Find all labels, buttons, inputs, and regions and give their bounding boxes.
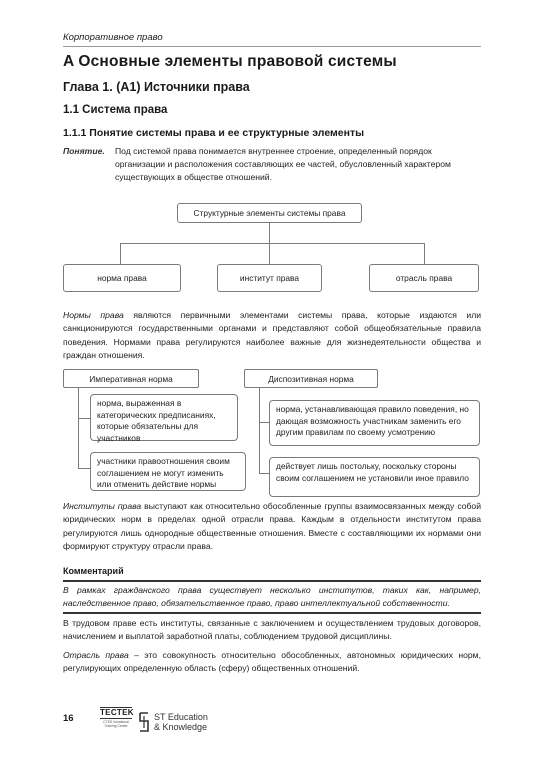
paragraph-branch-text: – это совокупность относительно обособленных, автономных юридических норм, регулирующих определенную область (сферу) общественных отношений. — [63, 650, 481, 674]
diagram-child-label: институт права — [239, 273, 300, 283]
diagram-child-label: норма права — [97, 273, 147, 283]
diagram-connector — [78, 468, 90, 469]
diagram-child-box — [63, 264, 181, 292]
paragraph-branch — [63, 649, 481, 676]
term-branch: Отрасль права — [63, 650, 129, 660]
dispositive-item-text: норма, устанавливающая правило поведения, но дающая возможность участникам заменить его другим правилам по своему усмотрению — [276, 404, 469, 438]
header-divider — [63, 46, 481, 47]
comment-italic-text: В рамках гражданского права существует несколько институтов, таких как, например, наследственное право, обязательственное право, право интеллектуальной собственности. — [63, 585, 481, 609]
paragraph-institutes-text: выступают как относительно обособленные группы взаимосвязанных между собой юридических норм в пределах одной отрасли права. Каждым в отдельности институтом права регулируются лишь однородные общественные отношения. Вместе с составляющими их нормами они формируют структуру отрасли права. — [63, 501, 481, 552]
tectek-logo-subtitle: CTEK Vocational Training Center — [103, 720, 129, 728]
diagram-connector — [269, 243, 270, 264]
diagram-connector — [259, 388, 260, 473]
tectek-logo — [100, 707, 132, 735]
comment-heading: Комментарий — [63, 566, 124, 576]
imperative-norm-title: Императивная норма — [89, 373, 173, 384]
imperative-norm-header — [63, 369, 199, 388]
diagram-connector — [259, 473, 269, 474]
diagram-child-box — [369, 264, 479, 292]
dispositive-item-box — [269, 400, 480, 446]
diagram-root-label: Структурные элементы системы права — [193, 208, 346, 218]
imperative-item-text: участники правоотношения своим соглашением не могут изменить или отменить действие нормы — [97, 456, 230, 490]
dispositive-norm-header — [244, 369, 378, 388]
diagram-connector — [269, 223, 270, 243]
diagram-child-label: отрасль права — [395, 273, 453, 283]
subsection-heading: 1.1.1 Понятие системы права и ее структурные элементы — [63, 127, 365, 139]
definition-term: Понятие. — [63, 146, 105, 156]
diagram-connector — [78, 388, 79, 468]
st-logo-line1: ST Education — [154, 711, 208, 722]
st-education-logo — [137, 708, 227, 736]
section-heading: 1.1 Система права — [63, 104, 168, 116]
imperative-item-box — [90, 452, 246, 491]
diagram-connector — [424, 243, 425, 264]
term-norms: Нормы права — [63, 310, 124, 320]
imperative-item-box — [90, 394, 238, 441]
diagram-connector — [120, 243, 425, 244]
paragraph-norms — [63, 309, 481, 363]
diagram-root-box — [177, 203, 362, 223]
paragraph-labour: В трудовом праве есть институты, связанные с заключением и осуществлением трудовых договоров, начислением и выплатой заработной платы, соблюдением трудовой дисциплины. — [63, 618, 481, 642]
chapter-heading: Глава 1. (А1) Источники права — [63, 80, 250, 94]
diagram-child-box — [217, 264, 322, 292]
comment-text — [63, 584, 481, 611]
comment-divider — [63, 612, 481, 614]
running-header: Корпоративное право — [63, 32, 163, 43]
st-logo-line2: & Knowledge — [154, 722, 208, 732]
definition-text: Под системой права понимается внутреннее строение, определенный порядок организации и расположения составляющих ее частей, обусловленный характером существующих в обществе отношений. — [115, 146, 451, 183]
tectek-logo-mark: TECTEK — [100, 708, 134, 717]
paragraph-institutes — [63, 500, 481, 554]
diagram-connector — [120, 243, 121, 264]
term-institutes: Институты права — [63, 501, 142, 511]
diagram-connector — [259, 422, 269, 423]
imperative-item-text: норма, выраженная в категорических предписаниях, которые обязательны для участников — [97, 398, 216, 443]
comment-divider — [63, 580, 481, 582]
diagram-connector — [78, 418, 90, 419]
paragraph-norms-text: являются первичными элементами системы права, которые издаются или санкционируются государственными органами и представляют собой общеобязательные правила поведения. Нормами права регулируются наиболее важные для жизнедеятельности общества и граждан отношения. — [63, 310, 482, 361]
st-logo-icon — [137, 712, 151, 732]
dispositive-item-box — [269, 457, 480, 497]
part-heading: A Основные элементы правовой системы — [63, 53, 397, 70]
dispositive-item-text: действует лишь постольку, поскольку стороны своим соглашением не установили иное правило — [276, 461, 469, 483]
dispositive-norm-title: Диспозитивная норма — [268, 373, 354, 384]
page-number: 16 — [63, 713, 74, 724]
